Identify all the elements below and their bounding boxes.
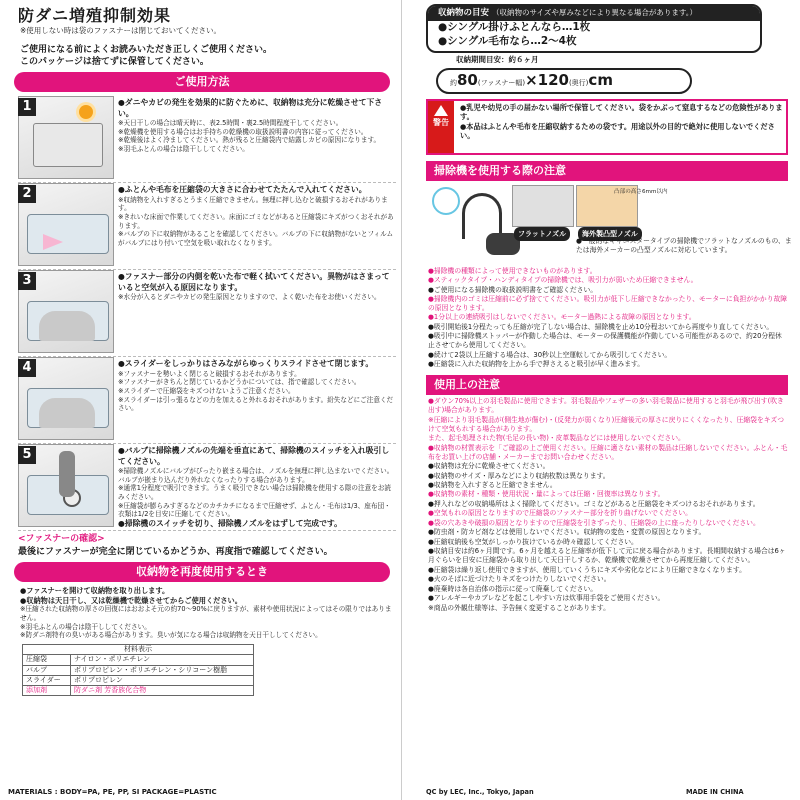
fastener-check-text: 最後にファスナーが完全に閉じているかどうか、再度指で確認してください。 [18, 547, 333, 558]
step-note: ※水分が入るとダニやカビの発生原因となりますので、よく乾いた布をお使いください。 [118, 292, 381, 301]
reuse-line: ※羽毛ふとんの場合は陰干ししてください。 [20, 622, 151, 631]
step-number: 5 [18, 446, 36, 464]
materials-table-title: 材料表示 [23, 645, 254, 655]
note-item: ●収納物のサイズ・厚みなどにより収納枚数は異なります。 [428, 471, 610, 480]
storage-guide-box [426, 4, 762, 53]
note-item: ●圧縮収納後も空気がしっかり抜けているか時々確認してください。 [428, 537, 638, 546]
guide-item-blanket: ●シングル毛布なら…2〜4枚 [438, 35, 577, 48]
right-column [406, 0, 800, 800]
sun-icon [79, 105, 93, 119]
size-unit: cm [588, 70, 613, 89]
step-note: ※バルブの下に収納物があることを確認してください。バルブの下に収納物がないとフィルムがバルブにはり付いて空気を吸い取れなくなります。 [118, 230, 394, 248]
materials-row [23, 686, 254, 696]
note-item: ●ご使用になる掃除機の取扱説明書をご確認ください。 [428, 285, 598, 294]
reuse-line: ※圧縮された収納物の厚さの回復にはおおよそ元の約70〜90%に戻りますが、素材や使用状況によってはその限りではありません。 [20, 605, 392, 622]
hand-icon [39, 398, 95, 428]
made-in: MADE IN CHINA [686, 788, 744, 796]
size-depth-note: (奥行) [568, 78, 589, 87]
warning-label-text: 警告 [433, 117, 449, 127]
size-times: × [525, 70, 538, 89]
note-item: ●収納物の素材・種類・使用状況・量によっては圧縮・回復率は異なります。 [428, 490, 665, 499]
note-item: ●収納物を入れすぎると圧縮できません。 [428, 481, 557, 489]
warning-line-2: ●本品はふとんや毛布を圧縮収納するための袋です。用途以外の目的で絶対に使用しないでください。 [460, 121, 775, 141]
materials-line: MATERIALS : BODY=PA, PE, PP, SI PACKAGE=PLASTIC [8, 788, 217, 796]
step-5 [18, 444, 396, 531]
step-note: ※圧縮袋が膨らみすぎるなどのカチカチになるまで圧縮せず、ふとん・毛布は1/3、座布団・衣類は1/2を目安に圧縮してください。 [118, 501, 391, 519]
step-heading: ●ダニやカビの発生を効果的に防ぐために、収納物は充分に乾燥させて下さい。 [118, 98, 383, 118]
column-divider [401, 0, 402, 800]
reuse-list [20, 586, 396, 640]
lead-text [20, 44, 396, 68]
note-item: ●掃除機の種類によって使用できないものがあります。 [428, 266, 597, 275]
materials-value: ナイロン・ポリエチレン [71, 655, 254, 665]
size-width: 80 [457, 70, 478, 89]
storage-guide-title [428, 6, 760, 21]
note-item: ●防虫剤・防カビ剤などは使用しないでください。収納物の変色・変質の原因となります。 [428, 528, 706, 537]
hand-icon [39, 311, 95, 341]
cleaner-heading [426, 161, 788, 181]
arrow-icon [43, 234, 63, 250]
step-text [118, 272, 396, 301]
materials-part: 圧縮袋 [23, 655, 71, 665]
vacuum-hose-icon [462, 193, 502, 239]
page-title: 防ダニ増殖抑制効果 [18, 6, 172, 25]
fastener-check-title: <ファスナーの確認> [18, 534, 105, 545]
cleaner-heading-text: 掃除機を使用する際の注意 [434, 163, 566, 177]
size-width-note: (ファスナー幅) [477, 78, 526, 87]
size-depth: 120 [537, 70, 569, 89]
note-item: ●アレルギーやカブレなどを起こしやすい方は炊事用手袋をご使用ください。 [428, 594, 665, 603]
bag-icon [27, 214, 109, 254]
step-note: ※天日干しの場合は晴天時に、表2.5時間・裏2.5時間程度干してください。 [118, 118, 343, 127]
note-item: ●空気もれの原因となりますので圧縮袋のファスナー部分を折り曲げないでください。 [428, 509, 692, 518]
step-3 [18, 270, 396, 357]
note-item: ※圧縮により羽毛製品が(側生地が傷む)・(反発力が弱くなり)圧縮後元の厚さに戻りにくくなったり、圧縮袋をキズつけて空気もれする場合があります。 [428, 415, 785, 433]
step-text [118, 98, 396, 153]
reuse-line: ●ファスナーを開けて収納物を取り出します。 [20, 586, 170, 596]
step-note: ※スライダーで圧縮袋をキズつけないようご注意ください。 [118, 386, 295, 395]
materials-value: ポリプロピレン・ポリエチレン・シリコーン樹脂 [71, 665, 254, 675]
materials-row [23, 655, 254, 665]
lead-line-1: ご使用になる前によくお読みいただき正しくご使用ください。 [20, 45, 273, 55]
storage-period: 収納期間目安：約６ヶ月 [456, 54, 539, 64]
step-note: ※掃除機ノズルにバルブがぴったり嵌まる場合は、ノズルを無理に押し込まないでください。バルブが嵌まり込んだり外れなくなったりする場合があります。 [118, 466, 394, 484]
warning-label [428, 101, 454, 153]
cleaner-illustration [426, 183, 792, 267]
lead-line-2: このパッケージは捨てずに保管してください。 [20, 57, 209, 68]
qc-line: QC by LEC, Inc., Tokyo, Japan [426, 788, 534, 796]
note-item: ●圧縮袋は繰り返し使用できますが、使用していくうちにキズや劣化などにより圧縮できなくなります。 [428, 565, 746, 574]
step-note: ※乾燥後はよく冷ましてください。熱が残ると圧縮袋内で結露しカビの原因になります。 [118, 136, 381, 145]
materials-table [22, 644, 254, 696]
usage-notes-heading [426, 375, 788, 395]
warning-icon [434, 105, 448, 116]
step-heading: ●スライダーをしっかりはさみながらゆっくりスライドさせて閉じます。 [118, 359, 374, 369]
usage-heading: ご使用方法 [14, 72, 390, 92]
note-item: ●押入れなどの収納場所はよく掃除してください。ゴミなどがあると圧縮袋をキズつけるおそれがあります。 [428, 499, 760, 508]
usage-notes-heading-text: 使用上の注意 [434, 378, 500, 392]
step-note: ※羽毛ふとんの場合は陰干ししてください。 [118, 144, 249, 153]
materials-part: バルブ [23, 665, 71, 675]
note-item: ●圧縮袋に入れた収納物を上から手で押さえると吸引が早く進みます。 [428, 360, 645, 369]
convex-nozzle-label: 海外製凸型ノズル [578, 227, 642, 241]
materials-value: 防ダニ剤 芳香族化合物 [71, 686, 254, 696]
note-item: ●吸引開始後1分程たっても圧縮が完了しない場合は、掃除機を止め10分程おいてから再度やり直してください。 [428, 322, 774, 331]
step-text [118, 359, 396, 413]
note-item: ●スティックタイプ・ハンディタイプの掃除機では、吸引力が弱いため圧縮できません。 [428, 276, 698, 285]
materials-part: スライダー [23, 675, 71, 685]
note-item: ●廃棄時は各自治体の指示に従って廃棄してください。 [428, 584, 598, 593]
step-number: 2 [18, 185, 36, 203]
note-item: ※商品の外観仕様等は、予告無く変更することがあります。 [428, 603, 610, 612]
warning-line-1: ●乳児や幼児の手の届かない場所で保管してください。袋をかぶって窒息するなどの危険性があります。 [460, 102, 783, 122]
warning-text [460, 103, 784, 141]
step-2 [18, 183, 396, 270]
step-note: ●掃除機のスイッチを切り、掃除機ノズルをはずして完成です。 [118, 519, 342, 529]
step-note: ※収納物を入れすぎるとうまく圧縮できません。無理に押し込むと破損するおそれがあります。 [118, 195, 388, 213]
warning-box [426, 99, 788, 155]
step-number: 3 [18, 272, 36, 290]
step-note: ※きれいな床面で作業してください。床面にゴミなどがあると圧縮袋にキズがつくおそれがあります。 [118, 212, 394, 230]
materials-part: 添加剤 [23, 686, 71, 696]
step-number: 4 [18, 359, 36, 377]
reuse-line: ※防ダニ剤特有の臭いがある場合があります。臭いが気になる場合は収納物を天日干ししてください。 [20, 631, 322, 640]
step-note: ※ファスナーがきちんと閉じているかどうかについては、指で確認してください。 [118, 378, 361, 387]
reuse-line: ●収納物は天日干し、又は乾燥機で乾燥させてからご使用ください。 [20, 595, 242, 605]
flat-nozzle-label: フラットノズル [514, 227, 570, 241]
note-item: また、起毛処理された物(毛足の長い物)・皮革製品などには使用しないでください。 [428, 434, 685, 443]
step-number: 1 [18, 98, 36, 116]
note-item: ●収納物の材質表示を「ご確認の上ご使用ください。圧縮に適さない素材の製品は圧縮しないでください。ふとん・毛布をお買い上げの店舗・メーカーまでお問い合わせください。 [428, 443, 788, 461]
flat-nozzle-image [512, 185, 574, 227]
fastener-subnote: ※使用しない時は袋のファスナーは閉じておいてください。 [20, 26, 221, 36]
step-4 [18, 357, 396, 444]
step-text [118, 185, 396, 248]
nozzle-icon [59, 451, 75, 497]
nozzle-height-note: 凸部の高さ6mm以内 [614, 188, 668, 195]
storage-guide-note: （収納物のサイズや厚みなどにより異なる場合があります。） [491, 8, 698, 17]
step-1 [18, 96, 396, 183]
note-item: ●袋の穴あきや破損の原因となりますので圧縮袋を引きずったり、圧縮袋の上に座ったりしないでください。 [428, 518, 760, 527]
storage-guide-title-text: 収納物の目安 [438, 8, 490, 18]
cleaner-compat-text: ●一般的なキャニスタータイプの掃除機でフラットなノズルのもの、または海外メーカーの凸型ノズルに対応しています。 [576, 236, 792, 254]
note-item: ●ダウン70%以上の羽毛製品に使用できます。羽毛製品やフェザーの多い羽毛製品に使用すると羽毛が飛び出す(吹き出す)場合があります。 [428, 397, 784, 415]
step-note: ※通常1分程度で吸引できます。うまく吸引できない場合は掃除機を使用する際の注意をお読みください。 [118, 484, 391, 501]
step-text [118, 446, 396, 529]
note-item: ●1分以上の連続吸引はしないでください。モーター過熱による故障の原因となります。 [428, 313, 696, 322]
usage-notes-list [428, 397, 788, 612]
note-item: ●収納物は充分に乾燥させてください。 [428, 462, 550, 471]
step-note: ※ファスナーを勢いよく閉じると破損するおそれがあります。 [118, 369, 301, 378]
size-prefix: 約 [450, 78, 457, 87]
cleaner-notes-list [428, 267, 788, 370]
step-heading: ●ふとんや毛布を圧縮袋の大きさに合わせてたたんで入れてください。 [118, 185, 367, 195]
materials-row [23, 675, 254, 685]
materials-value: ポリプロピレン [71, 675, 254, 685]
note-item: ●吸引中に掃除機ストッパーが作動した場合は、モーターの保護機能が作動している可能性があるので、約20分程休止させてから使用してください。 [428, 332, 782, 350]
vacuum-ring-icon [432, 187, 460, 215]
futon-icon [33, 123, 103, 167]
step-note: ※スライダーは引っ張るなどの力を加えると外れるおそれがあります。紛失などにご注意ください。 [118, 395, 394, 413]
step-heading: ●バルブに掃除機ノズルの先端を垂直にあて、掃除機のスイッチを入れ吸引してください。 [118, 446, 390, 466]
step-note: ※乾燥機を使用する場合はお手持ちの乾燥機の取扱説明書の内容に従ってください。 [118, 127, 368, 136]
bag-size [436, 68, 692, 94]
materials-row [23, 665, 254, 675]
steps-list [8, 96, 396, 531]
guide-item-futon: ●シングル掛けふとんなら…1枚 [438, 21, 591, 34]
reuse-heading: 収納物を再度使用するとき [14, 562, 390, 582]
note-item: ●続けて2袋以上圧縮する場合は、30秒以上空運転してから吸引してください。 [428, 350, 672, 359]
note-item: ●収納目安は約6ヶ月間です。6ヶ月を越えると圧縮率が低下して元に戻る場合があります。長期間収納する場合は6ヶ月ぐらいを目安に圧縮袋から取り出して天日干しするか、乾燥機で乾燥させてから再度圧縮してください。 [428, 547, 786, 565]
note-item: ●火のそばに近づけたりキズをつけたりしないでください。 [428, 575, 611, 584]
note-item: ●掃除機内のゴミは圧縮前に必ず捨ててください。吸引力が低下し圧縮できなかったり、モーターに負担がかかり故障の原因となります。 [428, 295, 788, 312]
step-heading: ●ファスナー部分の内側を乾いた布で軽く拭いてください。異物がはさまっていると空気が入る原因になります。 [118, 272, 390, 292]
